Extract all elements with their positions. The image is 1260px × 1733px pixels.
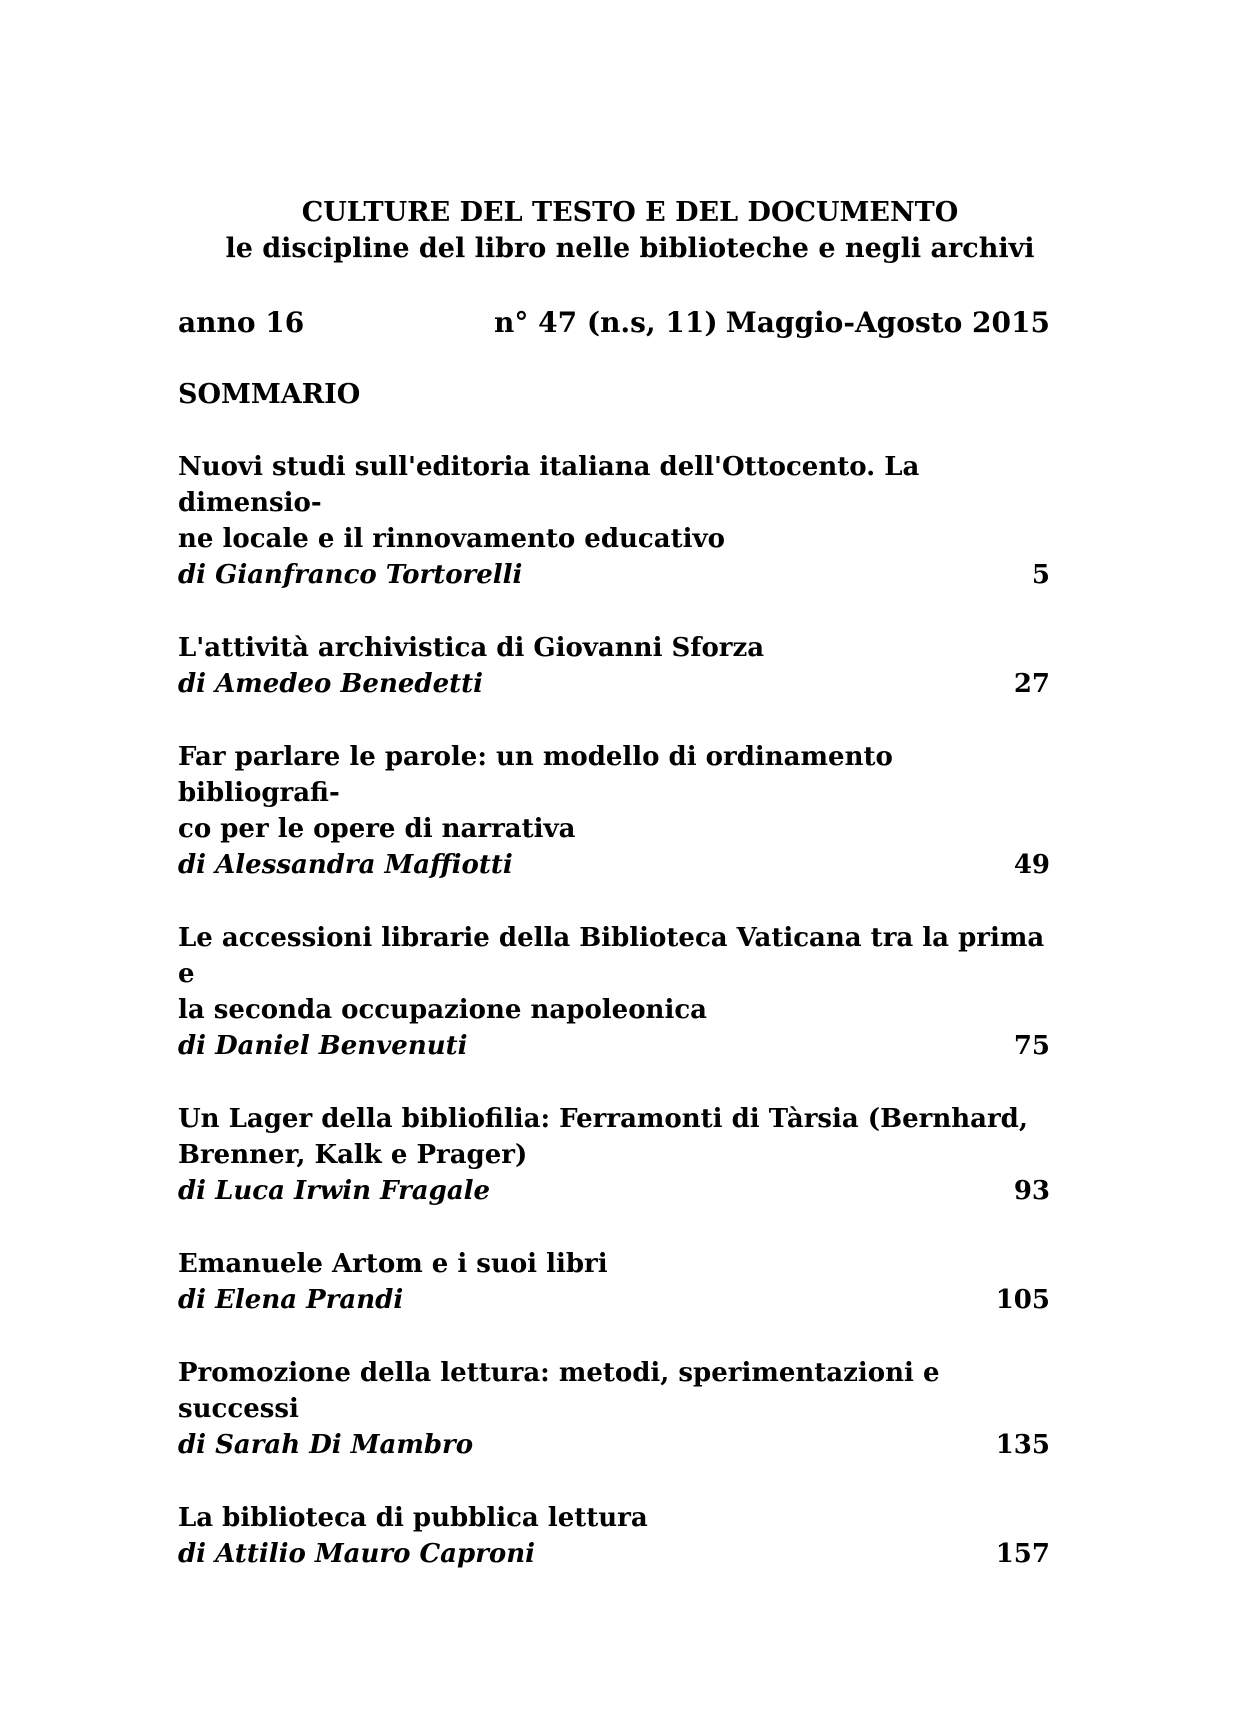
page-number: 93 [1013,1176,1050,1206]
article-title-line: L'attività archivistica di Giovanni Sforza [178,633,765,663]
toc-entry [178,630,1050,702]
toc-entry [178,1500,1050,1572]
article-title-line: Far parlare le parole: un modello di ordinamento bibliografi- [178,742,893,808]
article-author: di Luca Irwin Fragale [178,1176,491,1206]
article-title-line: co per le opere di narrativa [178,814,576,844]
author-row [178,557,1050,593]
issue-info [178,306,1050,346]
page-number: 105 [995,1285,1050,1315]
page-number: 49 [1013,850,1050,880]
toc-entry [178,1101,1050,1209]
journal-subtitle: le discipline del libro nelle biblioteche e negli archivi [225,233,1035,264]
article-author: di Elena Prandi [178,1285,404,1315]
page-number: 75 [1013,1031,1050,1061]
page-number: 157 [995,1539,1050,1569]
article-title-line: Brenner, Kalk e Prager) [178,1140,528,1170]
toc-entry [178,920,1050,1064]
article-title-line: La biblioteca di pubblica lettura [178,1503,648,1533]
page-number: 135 [995,1430,1050,1460]
author-row [178,1173,1050,1209]
article-title-line: ne locale e il rinnovamento educativo [178,524,725,554]
article-author: di Amedeo Benedetti [178,669,484,699]
page-number: 5 [1031,560,1050,590]
journal-title: CULTURE DEL TESTO E DEL DOCUMENTO [301,197,959,228]
toc-entry [178,739,1050,883]
issue-number: n° 47 (n.s, 11) [494,306,718,339]
article-title-line: Un Lager della bibliofilia: Ferramonti di Tàrsia (Bernhard, [178,1104,1028,1134]
article-title-line: Promozione della lettura: metodi, sperimentazioni e successi [178,1358,940,1424]
article-author: di Daniel Benvenuti [178,1031,468,1061]
toc-entry [178,1355,1050,1463]
table-of-contents [178,449,1050,1609]
article-title-line: la seconda occupazione napoleonica [178,995,708,1025]
toc-entry [178,449,1050,593]
author-row [178,1536,1050,1572]
article-title-line: Le accessioni librarie della Biblioteca Vaticana tra la prima e [178,923,1045,989]
author-row [178,1282,1050,1318]
author-row [178,1028,1050,1064]
toc-entry [178,1246,1050,1318]
author-row [178,1427,1050,1463]
author-row [178,666,1050,702]
article-author: di Gianfranco Tortorelli [178,560,523,590]
issue-period: Maggio-Agosto 2015 [725,306,1050,339]
article-author: di Sarah Di Mambro [178,1430,474,1460]
article-title-line: Nuovi studi sull'editoria italiana dell'Ottocento. La dimensio- [178,452,920,518]
article-author: di Alessandra Maffiotti [178,850,513,880]
author-row [178,847,1050,883]
article-title-line: Emanuele Artom e i suoi libri [178,1249,608,1279]
issue-year: anno 16 [178,306,305,339]
article-author: di Attilio Mauro Caproni [178,1539,536,1569]
page-number: 27 [1013,669,1050,699]
section-heading: SOMMARIO [178,379,361,410]
